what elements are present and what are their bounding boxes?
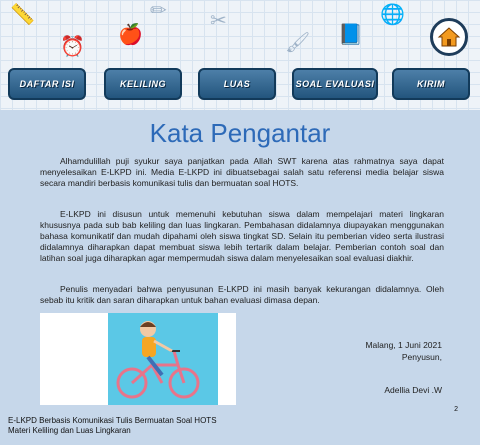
paragraph-3: [40, 284, 444, 306]
paint-brush-icon: 🖌: [285, 32, 311, 54]
scissors-icon: ✂: [210, 10, 227, 32]
nav-soal-evaluasi-button[interactable]: SOAL EVALUASI: [292, 68, 378, 100]
footer-line-2: Materi Keliling dan Luas Lingkaran: [8, 426, 131, 435]
clock-icon: ⏰: [60, 36, 85, 58]
paragraph-1: [40, 156, 444, 189]
nav-bar: [8, 68, 472, 102]
nav-keliling-button[interactable]: KELILING: [104, 68, 182, 100]
girl-on-bicycle-icon: [108, 313, 218, 405]
nav-kirim-button[interactable]: KIRIM: [392, 68, 470, 100]
home-icon: [437, 25, 461, 49]
paragraph-3-text: Penulis menyadari bahwa penyusunan E-LKPD ini masih banyak kekurangan didalamnya. Oleh sebab itu kritik dan saran diharapkan untuk bahan evaluasi dimasa depan.: [40, 284, 444, 305]
paragraph-2-text: E-LKPD ini disusun untuk memenuhi kebutuhan siswa dalam mempelajari materi lingkaran khususnya pada sub bab keliling dan luas lingkaran. Pembahasan didalamnya diupayakan menggunakan bahasa komunikatif dan mudah dipahami oleh siswa tingkat SD. Selain itu pemberian video serta ilustrasi didalamnya diharapkan dapat membuat siswa lebih tertarik dalam belajar. Pemberian contoh soal dan latihan soal juga diharapkan agar mempermudah siswa dalam menyelesaikan soal evaluasi diakhir.: [40, 209, 444, 263]
nav-daftar-isi-button[interactable]: DAFTAR ISI: [8, 68, 86, 100]
apple-icon: 🍎: [118, 24, 143, 46]
signature-place-date: Malang, 1 Juni 2021: [365, 340, 442, 350]
signature-role: Penyusun,: [401, 352, 442, 362]
signature-name: Adellia Devi .W: [384, 385, 442, 395]
illustration-panel: [40, 313, 236, 405]
ruler-icon: 📏: [10, 4, 35, 26]
page-number: 2: [454, 406, 458, 413]
page-title: Kata Pengantar: [149, 118, 331, 148]
footer-line-1: E-LKPD Berbasis Komunikasi Tulis Bermuatan Soal HOTS: [8, 416, 217, 425]
nav-luas-button[interactable]: LUAS: [198, 68, 276, 100]
footer: [8, 416, 217, 436]
pencil-icon: ✏: [150, 0, 167, 22]
bicycle-illustration: [108, 313, 218, 405]
paragraph-2: [40, 209, 444, 264]
paragraph-1-text: Alhamdulillah puji syukur saya panjatkan pada Allah SWT karena atas rahmatnya saya dapat menyelesaikan E-LKPD ini. Media E-LKPD ini dibuatsebagai salah satu referensi media belajar siswa secara mandiri berbasis komunikasi tulis dan bermuatan soal HOTS.: [40, 156, 444, 188]
home-button[interactable]: [430, 18, 468, 56]
globe-icon: 🌐: [380, 4, 405, 26]
book-icon: 📘: [338, 24, 363, 46]
header-banner: [0, 0, 480, 110]
